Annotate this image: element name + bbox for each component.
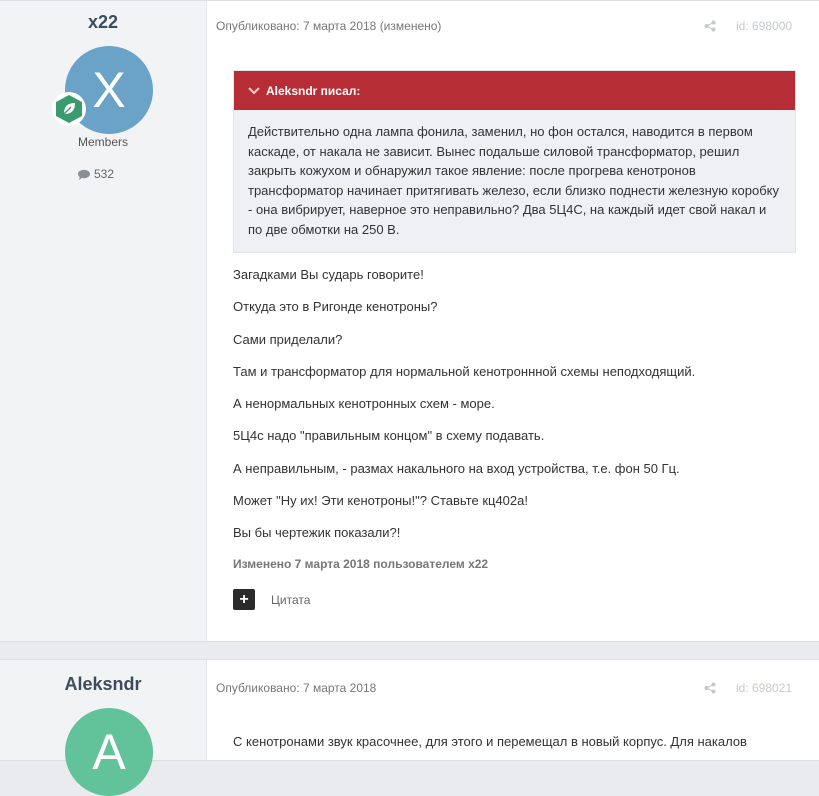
post-id-link[interactable]: id: 698021 <box>736 681 793 695</box>
post-content: С кенотронами звук красочнее, для этого и перемещал в новый корпус. Для накалов <box>233 734 747 749</box>
post-paragraph: А ненормальных кенотронных схем - море. <box>233 396 495 412</box>
author-column <box>0 660 207 780</box>
author-avatar[interactable]: A <box>65 708 153 796</box>
author-name-link[interactable]: Aleksndr <box>64 674 142 694</box>
post-paragraph: 5Ц4с надо "правильным концом" в схему подавать. <box>233 428 545 444</box>
post-count <box>78 167 114 181</box>
post-paragraph: А неправильным, - размах накального на вход устройства, т.е. фон 50 Гц. <box>233 460 680 476</box>
post-paragraph: Вы бы чертежик показали?! <box>233 525 401 541</box>
member-group: Members <box>77 135 128 149</box>
post-content <box>233 266 695 557</box>
share-icon[interactable] <box>704 20 716 32</box>
post-paragraph: Сами приделали? <box>233 331 343 347</box>
multiquote-add-button[interactable]: + <box>233 589 255 610</box>
comment-icon <box>78 169 90 180</box>
quote-button[interactable]: Цитата <box>271 593 311 607</box>
leaf-badge-icon <box>54 94 84 124</box>
quote-text: Действительно одна лампа фонила, заменил, но фон остался, наводится в первом каскаде, от накала не зависит. Вынес подальше силовой трансформатор, решил закрыть кожухом и обнаружил такое явление: после прогрева кенотронов трансформатор начинает притягивать железо, если близко поднести железную коробку - она вибрирует, наверное это неправильно? Два 5Ц4С, на каждый идет свой накал и по две обмотки на 250 В. <box>248 124 779 237</box>
post-paragraph: Откуда это в Ригонде кенотроны? <box>233 299 438 315</box>
post-paragraph: Может "Ну их! Эти кенотроны!"? Ставьте кц402а! <box>233 493 528 509</box>
edited-note: Изменено 7 марта 2018 пользователем x22 <box>233 557 489 571</box>
author-avatar[interactable]: X <box>65 46 153 134</box>
post-count-value: 532 <box>94 167 115 181</box>
quote-header[interactable] <box>234 71 795 110</box>
author-name-link[interactable]: x22 <box>87 12 119 32</box>
quote-block <box>233 70 796 253</box>
share-icon[interactable] <box>704 682 716 694</box>
chevron-down-icon <box>248 87 260 95</box>
post-698021 <box>0 659 819 780</box>
post-date: Опубликовано: 7 марта 2018 <box>216 681 377 695</box>
post-id-link[interactable]: id: 698000 <box>736 19 793 33</box>
post-paragraph: Загадками Вы сударь говорите! <box>233 267 424 282</box>
rank-badge <box>52 92 86 126</box>
post-date: Опубликовано: 7 марта 2018 (изменено) <box>216 19 442 33</box>
author-column <box>0 1 207 641</box>
quote-author: Aleksndr писал: <box>266 83 361 98</box>
post-paragraph: Там и трансформатор для нормальной кенотроннной схемы неподходящий. <box>233 363 696 379</box>
